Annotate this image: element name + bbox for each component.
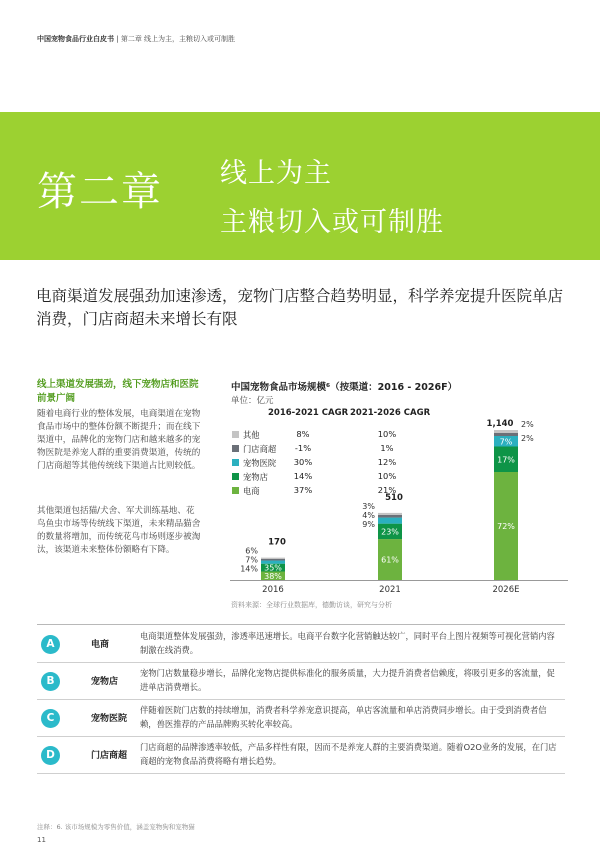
sidebar-paragraph-1: 随着电商行业的整体发展，电商渠道在宠物食品市场中的整体份额不断提升；而在线下渠道中，品牌化的宠物门店和越来越多的宠物医院是养宠人群的重要消费渠道，传统的门店商超等其他传统线下渠道占比则较低。 [37, 409, 201, 471]
bar-segment [494, 433, 518, 436]
legend-label: 其他 [243, 430, 260, 440]
bar-segment [494, 430, 518, 433]
data-label: 9% [362, 519, 375, 529]
bar-segment [378, 515, 402, 518]
total-label: 1,140 [486, 419, 514, 429]
data-label: 6% [245, 546, 258, 556]
bar-segment [261, 559, 285, 561]
channel-row [37, 663, 565, 700]
channel-label: 电商 [91, 640, 110, 650]
cagr-value: 37% [293, 485, 313, 495]
data-label: 38% [264, 571, 282, 581]
cagr-value: 1% [380, 443, 394, 453]
letter-badge: A [41, 635, 60, 654]
channel-row [37, 737, 565, 774]
cagr-value: -1% [294, 443, 312, 453]
data-label: 3% [362, 501, 375, 511]
channel-description: 伴随着医院门店数的持续增加，消费者科学养宠意识提高，单店客流量和单店消费同步增长。由于受到消费者信赖，兽医推荐的产品品牌购买转化率较高。 [140, 705, 547, 729]
data-label: 35% [264, 563, 282, 573]
legend-label: 电商 [243, 486, 260, 496]
bar-segment [261, 558, 285, 559]
cagr-value: 10% [377, 471, 397, 481]
cagr-header-1: 2016-2021 CAGR [268, 408, 349, 418]
total-label: 170 [268, 537, 286, 548]
legend-label: 门店商超 [243, 444, 277, 454]
channel-label: 宠物店 [91, 677, 119, 687]
data-label: 17% [497, 455, 515, 465]
total-label: 510 [385, 492, 403, 503]
channel-label: 宠物医院 [91, 714, 128, 724]
channel-description: 宠物门店数量稳步增长，品牌化宠物店提供标准化的服务质量，大力提升消费者信赖度，将吸引更多的客流量，促进单店消费增长。 [140, 668, 555, 692]
data-label: 61% [381, 555, 399, 565]
cagr-value: 14% [293, 471, 313, 481]
letter-badge: B [41, 672, 60, 691]
bar-segment [378, 518, 402, 524]
channel-label: 门店商超 [91, 751, 128, 761]
data-label: 4% [362, 510, 375, 520]
footnote: 注释：6. 该市场规模为零售价值，涵盖宠物狗和宠物猫 [37, 823, 195, 831]
cagr-value: 12% [377, 457, 397, 467]
legend-label: 宠物店 [243, 472, 268, 482]
sidebar-paragraph-2: 其他渠道包括猫/犬舍、军犬训练基地、花鸟鱼虫市场等传统线下渠道，未来精品猫舍的数量将增加，而传统花鸟市场则逐步被淘汰，该渠道未来整体份额略有下降。 [37, 506, 201, 555]
divider [37, 624, 565, 625]
x-tick-label: 2026E [492, 585, 520, 595]
x-tick-label: 2016 [262, 585, 284, 595]
stacked-bar-chart [230, 410, 570, 598]
letter-badge: C [41, 709, 60, 728]
chart-title: 中国宠物食品市场规模⁶（按渠道：2016 - 2026F） [231, 382, 458, 393]
data-label: 7% [499, 437, 513, 447]
sidebar-heading: 线上渠道发展强劲，线下宠物店和医院前景广阔 [37, 379, 199, 404]
cagr-value: 10% [377, 429, 397, 439]
legend-label: 宠物医院 [243, 458, 277, 468]
data-label: 7% [245, 555, 258, 565]
data-label: 23% [381, 527, 399, 537]
channel-row [37, 626, 565, 663]
running-header: 中国宠物食品行业白皮书 | 第二章 线上为主，主粮切入或可制胜 [37, 35, 236, 43]
page-number: 11 [37, 836, 46, 844]
bar-segment [378, 513, 402, 515]
data-label: 72% [497, 522, 515, 531]
channel-description: 电商渠道整体发展强劲，渗透率迅速增长。电商平台数字化营销触达较广，同时平台上图片视频等可视化营销内容制激在线消费。 [140, 631, 555, 655]
letter-badge: D [41, 746, 60, 765]
cagr-value: 21% [377, 485, 397, 495]
lead-paragraph: 电商渠道发展强劲加速渗透，宠物门店整合趋势明显，科学养宠提升医院单店消费，门店商超未来增长有限 [36, 287, 564, 328]
data-label: 2% [521, 420, 534, 429]
chapter-subtitle-line2: 主粮切入或可制胜 [220, 207, 444, 238]
cagr-value: 30% [293, 457, 313, 467]
x-tick-label: 2021 [379, 585, 401, 595]
data-label: 14% [240, 564, 258, 574]
cagr-header-2: 2021-2026 CAGR [350, 408, 431, 418]
channel-row [37, 700, 565, 737]
chapter-number: 第二章 [37, 169, 163, 215]
chart-unit: 单位：亿元 [231, 396, 274, 406]
cagr-value: 8% [296, 429, 310, 439]
data-label: 2% [521, 434, 534, 443]
channel-description: 门店商超的品牌渗透率较低，产品多样性有限，因而不是养宠人群的主要消费渠道。随着O2O业务的发展，在门店商超的宠物食品消费将略有增长趋势。 [140, 742, 557, 766]
chart-source: 资料来源：全球行业数据库，德勤访谈，研究与分析 [231, 601, 392, 609]
chapter-subtitle-line1: 线上为主 [220, 158, 332, 189]
